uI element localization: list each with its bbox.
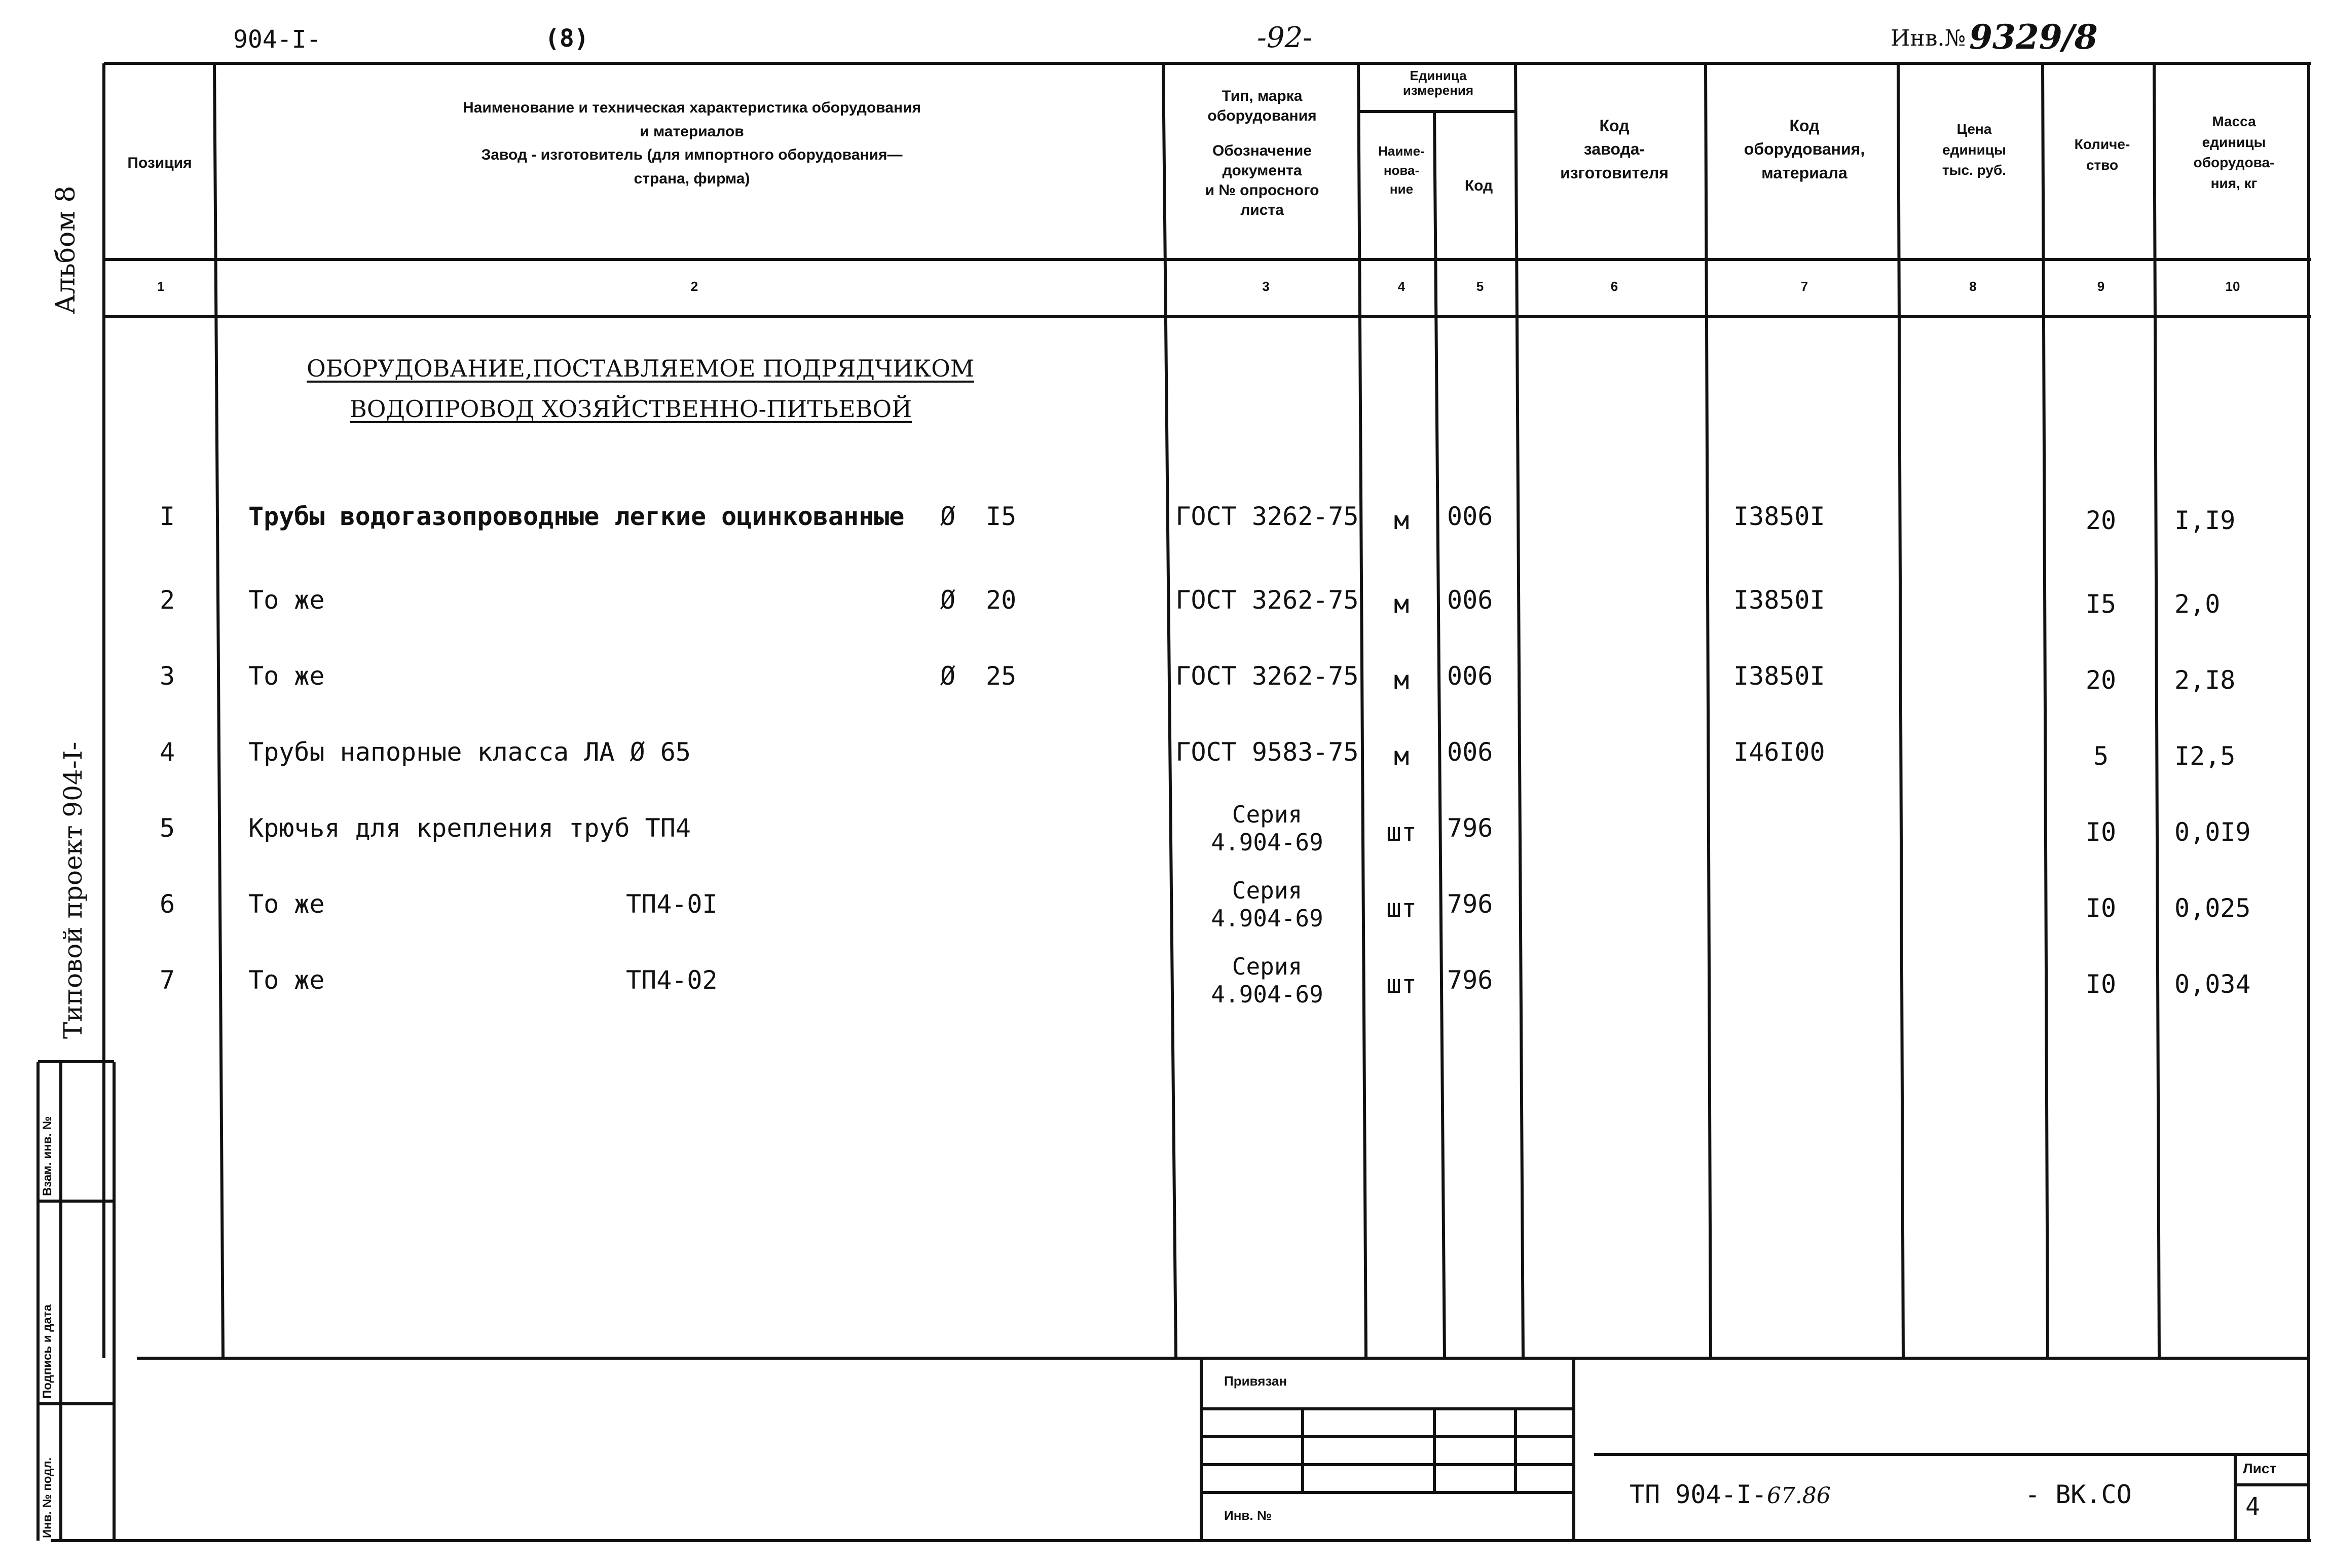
header-unit-code: Код [1464, 177, 1493, 194]
row-quantity: I0 [2085, 969, 2117, 999]
page-number: -92- [1257, 21, 1313, 54]
row-name: Трубы напорные класса ЛА Ø 65 [248, 737, 691, 767]
header-equipment-code: Код оборудования, материала [1744, 117, 1865, 182]
stamp-inv-label: Инв. № подл. [41, 1457, 54, 1538]
inv-no-label: Инв. № [1224, 1508, 1272, 1523]
colnum-8: 8 [1969, 279, 1977, 294]
row-mass: 2,I8 [2174, 665, 2236, 695]
row-position: 3 [159, 661, 175, 691]
row-unit-code: 006 [1447, 585, 1493, 615]
row-position: 5 [159, 813, 175, 843]
colnum-6: 6 [1610, 279, 1618, 294]
row-document: ГОСТ 9583-75 [1175, 737, 1359, 767]
row-quantity: 20 [2085, 665, 2117, 695]
row-name: То же [248, 965, 325, 995]
row-mass: 0,0I9 [2174, 817, 2251, 847]
row-document: Серия [1232, 953, 1303, 980]
row-mass: I2,5 [2174, 741, 2236, 771]
stamp-sign-label: Подпись и дата [41, 1304, 54, 1399]
row-unit-code: 006 [1447, 737, 1493, 767]
row-equipment-code: I3850I [1733, 585, 1825, 615]
row-equipment-code: I3850I [1733, 661, 1825, 691]
row-quantity: I0 [2085, 817, 2117, 847]
row-size: ТП4-02 [626, 965, 718, 995]
row-mass: 0,025 [2174, 893, 2251, 923]
header-type-doc: Тип, марка оборудования Обозначение документа и № опросного листа [1205, 88, 1319, 218]
row-unit: шт [1386, 817, 1417, 847]
row-unit: шт [1386, 969, 1417, 999]
colnum-1: 1 [157, 279, 165, 294]
row-position: 6 [159, 889, 175, 919]
row-position: 7 [159, 965, 175, 995]
colnum-9: 9 [2097, 279, 2105, 294]
row-unit: м [1393, 589, 1410, 619]
privyazan-label: Привязан [1224, 1373, 1287, 1389]
row-document: Серия [1232, 877, 1303, 904]
header-name: Наименование и техническая характеристика оборудования и материалов Завод - изготовитель (для импортного оборудования— страна, фирма) [463, 99, 921, 187]
stamp-vzam-label: Взам. инв. № [41, 1116, 54, 1196]
sheet-label: Лист [2243, 1461, 2277, 1476]
colnum-4: 4 [1397, 279, 1406, 294]
side-project-label: Типовой проект 904-I- [58, 741, 88, 1039]
document-code: ТП 904-I-67.86 [1630, 1480, 1831, 1509]
row-document: ГОСТ 3262-75 [1175, 502, 1359, 531]
header-unit-price: Цена единицы тыс. руб. [1942, 121, 2007, 178]
colnum-10: 10 [2225, 279, 2240, 294]
row-unit-code: 006 [1447, 661, 1493, 691]
row-name: То же [248, 585, 325, 615]
row-diameter-symbol: Ø [940, 661, 956, 691]
row-document: ГОСТ 3262-75 [1175, 661, 1359, 691]
side-album-label: Альбом 8 [51, 185, 81, 314]
row-document-series: 4.904-69 [1211, 905, 1323, 932]
row-quantity: I5 [2085, 589, 2117, 619]
row-size: ТП4-0I [626, 889, 718, 919]
header-unit-group: Единица измерения [1402, 68, 1474, 98]
header-unit-name: Наиме- нова- ние [1378, 143, 1425, 197]
album-marker: (8) [545, 24, 589, 53]
header-position: Позиция [127, 155, 192, 171]
row-unit: м [1393, 665, 1410, 695]
row-document-series: 4.904-69 [1211, 829, 1323, 856]
sheet-number: 4 [2245, 1492, 2260, 1521]
row-unit-code: 006 [1447, 502, 1493, 531]
colnum-5: 5 [1476, 279, 1484, 294]
row-unit-code: 796 [1447, 965, 1493, 995]
header-mass: Масса единицы оборудова- ния, кг [2193, 114, 2275, 191]
row-size: 20 [986, 585, 1017, 615]
row-position: I [159, 502, 175, 531]
row-name: То же [248, 889, 325, 919]
row-size: I5 [986, 502, 1017, 531]
row-document: ГОСТ 3262-75 [1175, 585, 1359, 615]
row-equipment-code: I3850I [1733, 502, 1825, 531]
project-code: 904-I- [233, 25, 321, 54]
row-diameter-symbol: Ø [940, 502, 956, 531]
colnum-7: 7 [1800, 279, 1808, 294]
colnum-3: 3 [1262, 279, 1270, 294]
row-quantity: 5 [2093, 741, 2109, 771]
row-name: Крючья для крепления труб ТП4 [248, 813, 691, 843]
row-unit: шт [1386, 893, 1417, 923]
header-quantity: Количе- ство [2074, 136, 2130, 173]
row-mass: 0,034 [2174, 969, 2251, 999]
row-quantity: 20 [2085, 506, 2117, 535]
row-equipment-code: I46I00 [1733, 737, 1825, 767]
section-title-2: ВОДОПРОВОД ХОЗЯЙСТВЕННО-ПИТЬЕВОЙ [350, 395, 912, 423]
row-position: 4 [159, 737, 175, 767]
colnum-2: 2 [690, 279, 698, 294]
row-name: Трубы водогазопроводные легкие оцинкованные [248, 502, 905, 531]
row-size: 25 [986, 661, 1017, 691]
row-quantity: I0 [2085, 893, 2117, 923]
row-diameter-symbol: Ø [940, 585, 956, 615]
row-unit: м [1393, 741, 1410, 771]
inventory-number: 9329/8 [1969, 17, 2098, 57]
section-title-1: ОБОРУДОВАНИЕ,ПОСТАВЛЯЕМОЕ ПОДРЯДЧИКОМ [307, 355, 974, 382]
row-mass: I,I9 [2174, 506, 2236, 535]
row-unit: м [1393, 506, 1410, 535]
row-name: То же [248, 661, 325, 691]
header-factory-code: Код завода- изготовителя [1560, 117, 1669, 182]
row-document-series: 4.904-69 [1211, 981, 1323, 1008]
row-mass: 2,0 [2174, 589, 2221, 619]
document-suffix: - ВК.СО [2025, 1480, 2132, 1509]
inventory-label: Инв.№ [1891, 25, 1966, 51]
row-position: 2 [159, 585, 175, 615]
row-unit-code: 796 [1447, 889, 1493, 919]
row-document: Серия [1232, 801, 1303, 828]
row-unit-code: 796 [1447, 813, 1493, 843]
